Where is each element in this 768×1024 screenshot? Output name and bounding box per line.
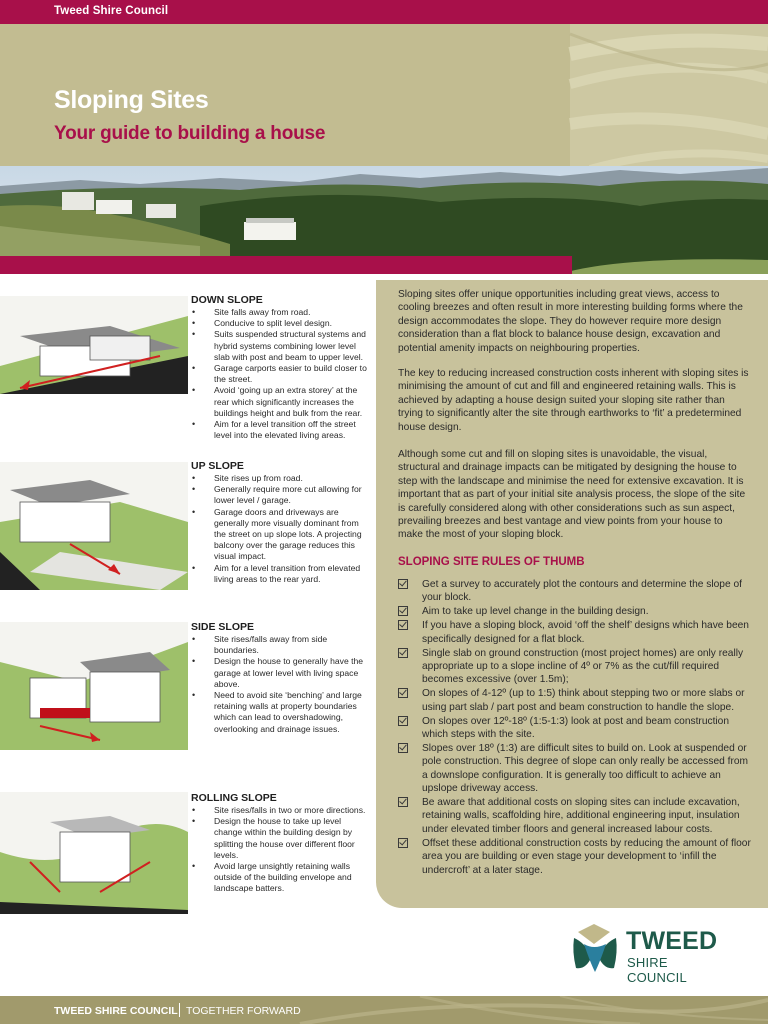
footer-divider: [179, 1003, 180, 1017]
list-item: • Design the house to take up level change within the building design by splitting the house over different floor levels.: [191, 816, 371, 861]
list-item: • Garage doors and driveways are generally more visually dominant from the street on up slope lots. A projecting balcony over the garage reduces this visual impact.: [191, 507, 371, 563]
up-slope-heading: UP SLOPE: [191, 460, 244, 472]
list-item: • Avoid ‘going up an extra storey’ at the rear which significantly increases the buildings height and bulk from the rear.: [191, 385, 371, 419]
checkbox-icon: [398, 743, 408, 753]
info-panel: [376, 280, 768, 908]
list-item: • Aim for a level transition from elevated living areas to the rear yard.: [191, 563, 371, 585]
side-slope-section: [191, 621, 371, 735]
checkbox-icon: [398, 797, 408, 807]
rule-item: On slopes of 4-12º (up to 1:5) think about stepping two or more slabs or using part slab / part post and beam construction to handle the slope.: [398, 687, 754, 714]
tweed-logo: [570, 922, 720, 985]
list-item: • Site rises/falls in two or more directions.: [191, 805, 371, 816]
page-title: Sloping Sites: [54, 86, 209, 114]
down-slope-illustration: [0, 296, 188, 394]
rule-item: Get a survey to accurately plot the contours and determine the slope of your block.: [398, 578, 754, 605]
list-item: • Site rises/falls away from side boundaries.: [191, 634, 371, 656]
list-item: • Conducive to split level design.: [191, 318, 371, 329]
list-item: • Aim for a level transition off the street level into the elevated living areas.: [191, 419, 371, 441]
rolling-slope-section: [191, 792, 371, 895]
rule-item: Single slab on ground construction (most project homes) are only really appropriate up to a slope incline of 4º or 7% as the cut/fill required becomes excessive (over 1.5m);: [398, 647, 754, 687]
top-bar: [0, 0, 768, 24]
down-slope-heading: DOWN SLOPE: [191, 294, 263, 306]
rule-item: On slopes over 12º-18º (1:5-1:3) look at post and beam construction which steps with the site.: [398, 715, 754, 742]
checkbox-icon: [398, 620, 408, 630]
list-item: • Suits suspended structural systems and hybrid systems combining lower level slab with post and beam to upper level.: [191, 329, 371, 363]
header-accent-strip: [0, 256, 572, 274]
council-name: Tweed Shire Council: [54, 5, 169, 17]
logo-subtitle: SHIRE COUNCIL: [627, 955, 687, 985]
intro-paragraph-3: Although some cut and fill on sloping sites is unavoidable, the visual, structural and drainage impacts can be mitigated by designing the house to step with the landscape and minimise the need for extensive excavation. It is important that as part of your initial site analysis process, the slope of the site is carefully considered along with other considerations such as sun aspect, prevailing breezes and best vantage and view points from your house to make the most of your sloping block.: [398, 449, 746, 541]
tweed-emblem-icon: [570, 922, 620, 974]
page-subtitle: Your guide to building a house: [54, 123, 326, 144]
rule-item: Aim to take up level change in the building design.: [398, 605, 754, 618]
rolling-slope-heading: ROLLING SLOPE: [191, 792, 277, 804]
checkbox-icon: [398, 688, 408, 698]
intro-paragraph-2: The key to reducing increased construction costs inherent with sloping sites is minimising the amount of cut and fill and engineered retaining walls. This is achieved by adapting a house design suited your sloping site rather than trying to significantly alter the site through earthworks to ‘fit’ a predetermined house design.: [398, 368, 749, 433]
checkbox-icon: [398, 648, 408, 658]
footer-bar: [0, 996, 768, 1024]
rules-list: [398, 578, 754, 877]
side-slope-illustration: [0, 622, 188, 750]
rule-item: Offset these additional construction costs by reducing the amount of floor area you are building or even stage your development to ‘infill the undercroft’ at a later stage.: [398, 837, 754, 877]
rule-item: If you have a sloping block, avoid ‘off the shelf’ designs which have been specifically designed for a flat block.: [398, 619, 754, 646]
footer-tagline: TOGETHER FORWARD: [186, 1005, 301, 1017]
rule-item: Be aware that additional costs on sloping sites can include excavation, retaining walls, scaffolding hire, additional engineering input, insulation under elevated timber floors and general increased labour costs.: [398, 796, 754, 836]
rules-heading: SLOPING SITE RULES OF THUMB: [398, 556, 585, 568]
side-slope-heading: SIDE SLOPE: [191, 621, 255, 633]
list-item: • Generally require more cut allowing for lower level / garage.: [191, 484, 371, 506]
header-banner: [0, 24, 768, 169]
rule-item: Slopes over 18º (1:3) are difficult sites to build on. Look at suspended or pole construction. This degree of slope can only really be accessed from a downslope configuration. It is generally too difficult to achieve an upslope driveway access.: [398, 742, 754, 796]
list-item: • Avoid large unsightly retaining walls outside of the building envelope and landscape batters.: [191, 861, 371, 895]
down-slope-section: [191, 294, 371, 441]
checkbox-icon: [398, 838, 408, 848]
checkbox-icon: [398, 716, 408, 726]
list-item: • Site falls away from road.: [191, 307, 371, 318]
up-slope-illustration: [0, 462, 188, 590]
intro-paragraph-1: Sloping sites offer unique opportunities including great views, access to cooling breezes and often result in more interesting building forms where the design accommodates the slope. They do however require more design consideration than a flat block to balance house design, excavation and potential amenity impacts on neighbouring properties.: [398, 289, 743, 354]
checkbox-icon: [398, 606, 408, 616]
logo-wordmark: TWEED: [626, 927, 718, 955]
rolling-slope-illustration: [0, 792, 188, 914]
up-slope-section: [191, 460, 371, 585]
footer-council: TWEED SHIRE COUNCIL: [54, 1005, 178, 1017]
list-item: • Garage carports easier to build closer to the street.: [191, 363, 371, 385]
list-item: • Site rises up from road.: [191, 473, 371, 484]
checkbox-icon: [398, 579, 408, 589]
list-item: • Need to avoid site ‘benching’ and large retaining walls at property boundaries which can lead to overshadowing, overlooking and drainage issues.: [191, 690, 371, 735]
list-item: • Design the house to generally have the garage at lower level with living space above.: [191, 656, 371, 690]
